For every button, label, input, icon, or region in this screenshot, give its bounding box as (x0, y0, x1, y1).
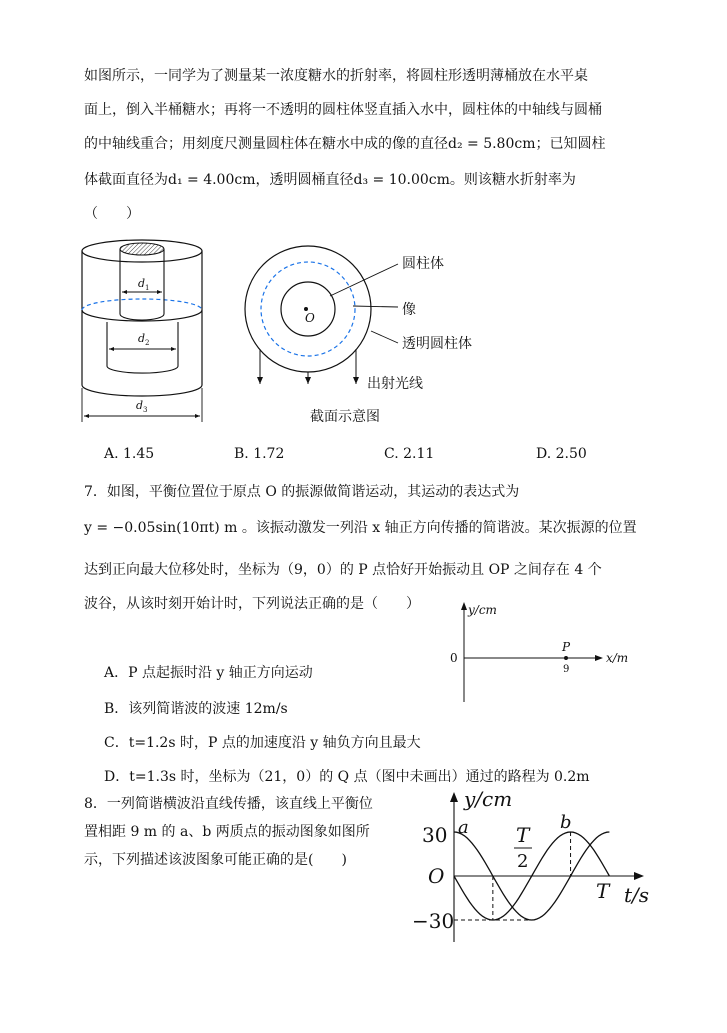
q6-line-4: 体截面直径为d₁ = 4.00cm，透明圆桶直径d₃ = 10.00cm。则该糖水折射率为 (84, 172, 576, 188)
q8-ylabel: y/cm (464, 787, 513, 811)
q8-line-1: 8．一列简谐横波沿直线传播，该直线上平衡位 (84, 796, 373, 812)
q8-label-a: a (458, 817, 469, 838)
q8-xlabel: t/s (624, 883, 650, 907)
q6-line-5: （ ） (84, 206, 140, 222)
q7-tick-9: 9 (563, 664, 570, 675)
q8-vibration-chart (412, 786, 652, 946)
q6-figure-cross-section (238, 236, 498, 426)
q7-line-2: y = −0.05sin(10πt) m 。该振动激发一列沿 x 轴正方向传播的简谐波。某次振源的位置 (84, 520, 637, 536)
q6-option-b[interactable]: B. 1.72 (234, 446, 285, 462)
q8-line-2: 置相距 9 m 的 a、b 两质点的振动图象如图所 (84, 824, 370, 840)
q8-label-t-half-num: T (516, 823, 530, 847)
q6-line-2: 面上，倒入半桶糖水；再将一不透明的圆柱体竖直插入水中，圆柱体的中轴线与圆桶 (84, 102, 602, 118)
caption-cross-section: 截面示意图 (310, 409, 380, 425)
q7-origin: 0 (450, 651, 458, 665)
q6-line-3: 的中轴线重合；用刻度尺测量圆柱体在糖水中成的像的直径d₂ = 5.80cm；已知圆柱 (84, 136, 606, 152)
d2-label: d (138, 332, 146, 345)
label-image: 像 (402, 302, 416, 318)
q7-line-3: 达到正向最大位移处时，坐标为（9，0）的 P 点恰好开始振动且 OP 之间存在 4 个 (84, 562, 602, 578)
d2-sub: 2 (145, 339, 150, 347)
label-rays: 出射光线 (367, 376, 423, 392)
d3-label: d (136, 399, 144, 412)
q8-line-3: 示，下列描述该波图象可能正确的是( ) (84, 852, 347, 868)
q6-option-c[interactable]: C. 2.11 (384, 446, 435, 462)
q6-option-d[interactable]: D. 2.50 (536, 446, 587, 462)
q6-figure-bucket (80, 238, 220, 428)
q8-ytick-30: 30 (422, 823, 448, 847)
q7-ylabel: y/cm (468, 603, 497, 617)
q8-ytick-neg30: −30 (412, 909, 455, 933)
q7-line-1: 7．如图，平衡位置位于原点 O 的振源做简谐运动，其运动的表达式为 (84, 484, 520, 500)
q7-option-b[interactable]: B．该列简谐波的波速 12m/s (104, 701, 288, 717)
center-o: O (305, 311, 315, 325)
q8-origin: O (428, 864, 445, 888)
q8-label-b: b (560, 812, 572, 833)
q7-xlabel: x/m (606, 651, 629, 665)
q7-option-c[interactable]: C．t=1.2s 时，P 点的加速度沿 y 轴负方向且最大 (104, 735, 421, 751)
q7-option-d[interactable]: D．t=1.3s 时，坐标为（21，0）的 Q 点（图中未画出）通过的路程为 0.2m (104, 769, 590, 785)
q7-option-a[interactable]: A．P 点起振时沿 y 轴正方向运动 (104, 665, 313, 681)
q7-axis-figure (440, 600, 640, 710)
q8-label-t-half-den: 2 (517, 851, 529, 872)
q7-line-4: 波谷，从该时刻开始计时，下列说法正确的是（ ） (84, 596, 420, 612)
d1-label: d (138, 277, 146, 290)
label-cylinder: 圆柱体 (402, 256, 444, 272)
d1-sub: 1 (145, 284, 150, 292)
q6-option-a[interactable]: A. 1.45 (104, 446, 155, 462)
q6-line-1: 如图所示，一同学为了测量某一浓度糖水的折射率，将圆柱形透明薄桶放在水平桌 (84, 68, 588, 84)
q7-point-p: P (562, 640, 571, 654)
label-transparent: 透明圆柱体 (402, 336, 472, 352)
q8-label-t: T (596, 879, 610, 903)
d3-sub: 3 (143, 406, 148, 414)
